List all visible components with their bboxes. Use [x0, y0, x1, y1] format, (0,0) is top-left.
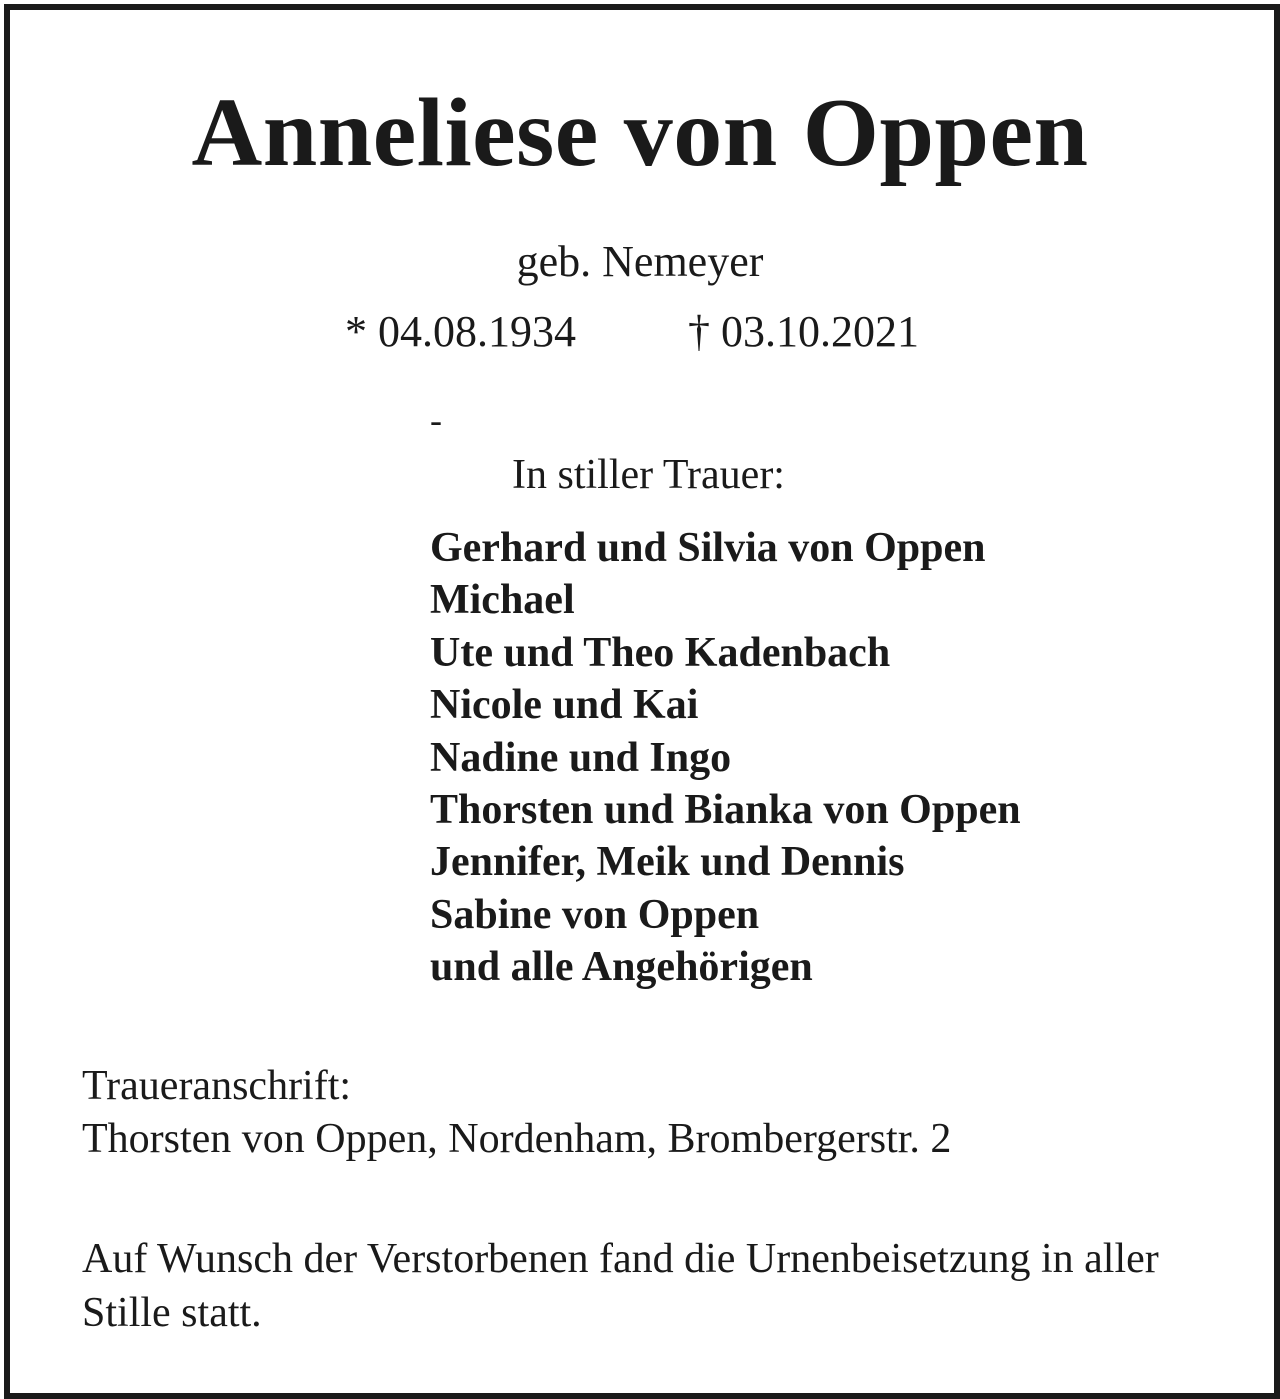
mourners-list	[430, 522, 1021, 994]
mourner-item: Sabine von Oppen	[430, 891, 760, 938]
mourner-item: Nicole und Kai	[430, 682, 699, 729]
birth-name: geb. Nemeyer	[516, 237, 764, 286]
mourner-item: Michael	[430, 577, 575, 624]
mourning-intro: In stiller Trauer:	[512, 452, 785, 498]
mourner-item: Jennifer, Meik und Dennis	[430, 839, 905, 886]
mourner-item: Ute und Theo Kadenbach	[430, 629, 891, 676]
mourner-item: Gerhard und Silvia von Oppen	[430, 525, 986, 571]
mourner-item: Nadine und Ingo	[430, 734, 732, 781]
condolence-address: Thorsten von Oppen, Nordenham, Brombergerstr. 2	[82, 1116, 952, 1162]
death-date: † 03.10.2021	[688, 307, 919, 356]
burial-notice: Auf Wunsch der Verstorbenen fand die Urnenbeisetzung in aller Stille statt.	[82, 1236, 1159, 1336]
separator-dash: -	[430, 400, 442, 440]
deceased-name: Anneliese von Oppen	[191, 79, 1089, 187]
condolence-address-label: Traueranschrift:	[82, 1063, 352, 1109]
mourner-item: Thorsten und Bianka von Oppen	[430, 787, 1021, 834]
mourner-item: und alle Angehörigen	[430, 944, 813, 991]
birth-date: * 04.08.1934	[345, 307, 576, 356]
